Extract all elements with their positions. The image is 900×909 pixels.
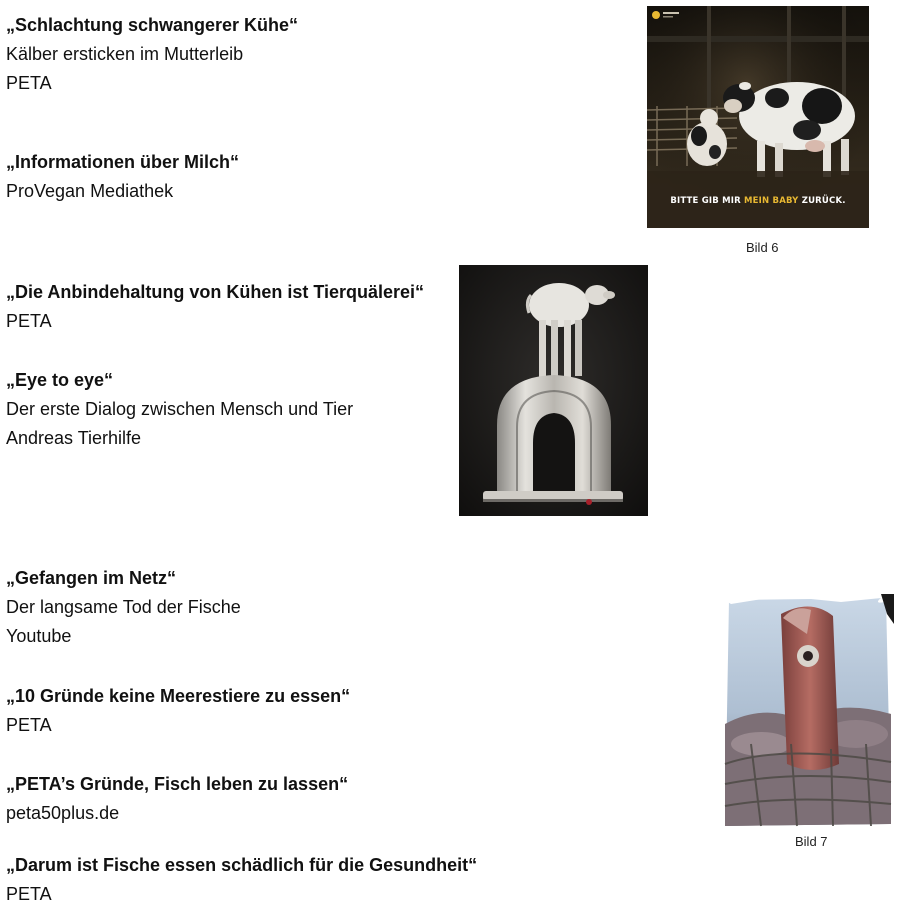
entry-source: Andreas Tierhilfe (6, 428, 142, 448)
entry-milch (6, 148, 239, 206)
calf-painting-illustration (459, 265, 648, 516)
entry-source: ProVegan Mediathek (6, 181, 174, 201)
entry-source: PETA (6, 311, 52, 331)
caption-bild-6: Bild 6 (746, 240, 779, 255)
entry-eye-to-eye (6, 366, 353, 453)
slogan-highlight: MEIN BABY (744, 196, 799, 206)
entry-10-gruende (6, 682, 350, 740)
entry-schlachtung (6, 11, 298, 98)
entry-source: PETA (6, 73, 52, 93)
fish-net-illustration (721, 594, 894, 828)
slogan-part-a: BITTE GIB MIR (670, 196, 745, 206)
entry-source: peta50plus.de (6, 803, 120, 823)
entry-anbindehaltung (6, 278, 424, 336)
entry-title: „PETA’s Gründe, Fisch leben zu lassen“ (6, 774, 349, 794)
entry-title: „Informationen über Milch“ (6, 152, 240, 172)
entry-source: PETA (6, 715, 52, 735)
entry-title: „10 Gründe keine Meerestiere zu essen“ (6, 686, 351, 706)
entry-title: „Eye to eye“ (6, 370, 114, 390)
red-detail-icon (586, 499, 592, 505)
cow-poster-image (647, 6, 869, 228)
entry-title: „Gefangen im Netz“ (6, 568, 177, 588)
entry-title: „Schlachtung schwangerer Kühe“ (6, 15, 299, 35)
entry-subtitle: Kälber ersticken im Mutterleib (6, 44, 244, 64)
logo-icon (652, 11, 660, 19)
fish-image (721, 594, 894, 828)
entry-subtitle: Der erste Dialog zwischen Mensch und Tier (6, 399, 354, 419)
cow-poster-illustration (647, 6, 869, 228)
caption-bild-7: Bild 7 (795, 834, 828, 849)
entry-title: „Darum ist Fische essen schädlich für die Gesundheit“ (6, 855, 478, 875)
entry-petas-gruende (6, 770, 348, 828)
entry-source: Youtube (6, 626, 72, 646)
calf-painting-image (459, 265, 648, 516)
entry-fische-schaedlich (6, 851, 477, 909)
entry-subtitle: Der langsame Tod der Fische (6, 597, 241, 617)
entry-title: „Die Anbindehaltung von Kühen ist Tierquälerei“ (6, 282, 425, 302)
entry-source: PETA (6, 884, 52, 904)
slogan-part-c: ZURÜCK. (798, 196, 846, 206)
poster-slogan (647, 196, 869, 206)
entry-gefangen-im-netz (6, 564, 241, 651)
